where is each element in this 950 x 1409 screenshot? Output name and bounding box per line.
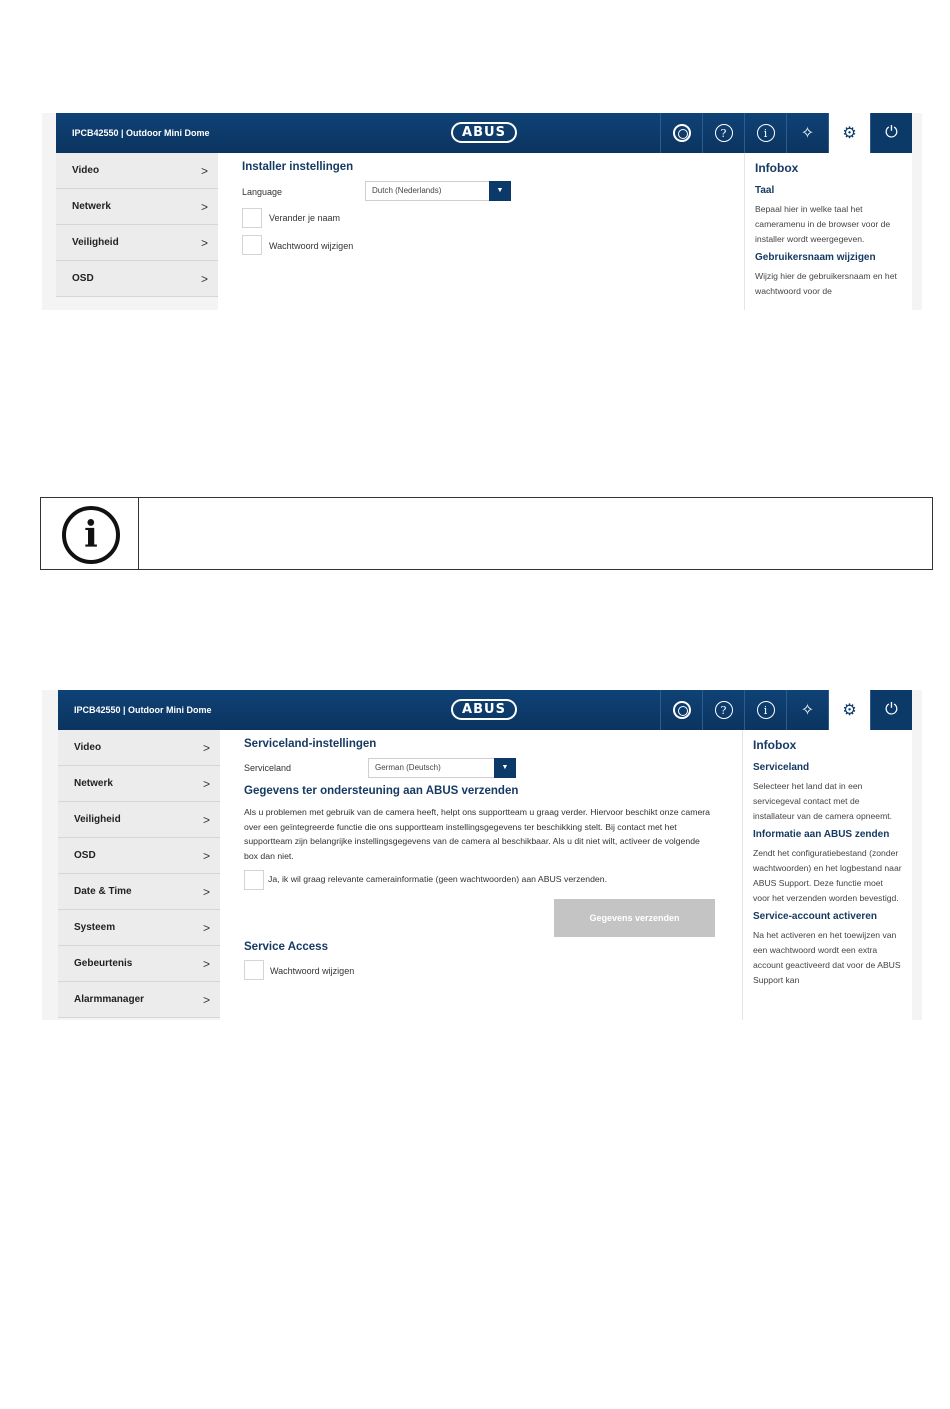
power-icon[interactable]: ⏻ (870, 690, 912, 730)
change-password-label: Wachtwoord wijzigen (269, 241, 354, 251)
main-content (218, 153, 744, 310)
wizard-icon[interactable]: ✧ (786, 113, 828, 153)
abus-logo: ABUS (451, 699, 517, 720)
chevron-right-icon: > (202, 993, 210, 1007)
infobox-heading: Serviceland (753, 762, 810, 773)
camera-model-title: IPCB42550 | Outdoor Mini Dome (72, 128, 210, 138)
sidebar-item-label: Video (74, 742, 102, 753)
language-label: Language (242, 187, 283, 197)
sidebar-item-veiligheid[interactable] (56, 225, 218, 261)
send-data-button[interactable]: Gegevens verzenden (554, 899, 715, 937)
sidebar-item-label: Date & Time (74, 886, 132, 897)
sidebar-item-video[interactable] (56, 153, 218, 189)
infobox-title: Infobox (755, 161, 799, 175)
sidebar-item-label: OSD (72, 273, 94, 284)
main-content (220, 730, 742, 1020)
abus-logo: ABUS (451, 122, 517, 143)
sidebar-item-systeem[interactable] (58, 910, 220, 946)
page-title: Installer instellingen (242, 161, 354, 173)
infobox-heading: Taal (755, 185, 775, 196)
settings-icon[interactable]: ⚙ (828, 690, 870, 730)
serviceland-select-value: German (Deutsch) (375, 763, 441, 772)
sidebar (56, 153, 218, 297)
infobox-text: Selecteer het land dat in een servicegeval contact met de installateur van de camera opneemt. (753, 781, 893, 821)
chevron-right-icon: > (202, 885, 210, 899)
live-view-icon[interactable] (660, 113, 702, 153)
top-bar (58, 690, 912, 730)
language-select-value: Dutch (Nederlands) (372, 186, 442, 195)
chevron-down-icon[interactable]: ▼ (489, 181, 511, 201)
service-access-title: Service Access (244, 941, 328, 953)
support-description: Als u problemen met gebruik van de camera heeft, helpt ons supportteam u graag verder. Hiervoor beschikt onze camera over een geïntegreerde functie die ons supportteam instellingsgegevens ter beschikking stelt. Bij contact met het supportteam zijn belangrijke instellingsgegevens van de camera al beschikbaar. Als u dit niet wilt, activeer de volgende box dan niet. (244, 807, 710, 862)
sidebar-item-osd[interactable] (58, 838, 220, 874)
sidebar-item-label: Alarmmanager (74, 994, 145, 1005)
info-icon[interactable]: i (744, 113, 786, 153)
info-icon[interactable]: i (744, 690, 786, 730)
sidebar-item-label: Systeem (74, 922, 116, 933)
serviceland-select[interactable] (368, 758, 516, 778)
change-password-label: Wachtwoord wijzigen (270, 966, 355, 976)
page-title: Serviceland-instellingen (244, 738, 377, 750)
sidebar-item-veiligheid[interactable] (58, 802, 220, 838)
serviceland-label: Serviceland (244, 763, 292, 773)
consent-label: Ja, ik wil graag relevante camerainformatie (geen wachtwoorden) aan ABUS verzenden. (268, 874, 607, 884)
settings-icon[interactable]: ⚙ (828, 113, 870, 153)
wizard-icon[interactable]: ✧ (786, 690, 828, 730)
chevron-down-icon[interactable]: ▼ (494, 758, 516, 778)
sidebar-item-label: Video (72, 165, 100, 176)
sidebar-item-date-time[interactable] (58, 874, 220, 910)
toolbar-icons (660, 113, 912, 153)
infobox-heading: Informatie aan ABUS zenden (753, 829, 890, 840)
sidebar-item-gebeurtenis[interactable] (58, 946, 220, 982)
change-password-checkbox[interactable] (242, 235, 262, 255)
infobox-text: Na het activeren en het toewijzen van een wachtwoord wordt een extra account geactiveerd dat voor de ABUS Support kan (753, 930, 901, 985)
infobox-text: Bepaal hier in welke taal het cameramenu in de browser voor de installer wordt weergegeven. (755, 204, 891, 244)
sidebar-item-label: OSD (74, 850, 96, 861)
help-icon[interactable]: ? (702, 113, 744, 153)
sidebar-item-video[interactable] (58, 730, 220, 766)
notice-box (40, 497, 933, 570)
infobox (742, 730, 912, 1020)
sidebar-item-alarmmanager[interactable] (58, 982, 220, 1018)
camera-model-title: IPCB42550 | Outdoor Mini Dome (74, 705, 212, 715)
sidebar-item-label: Netwerk (74, 778, 113, 789)
info-icon: i (62, 506, 120, 564)
help-icon[interactable]: ? (702, 690, 744, 730)
sidebar-item-label: Veiligheid (72, 237, 119, 248)
change-name-checkbox[interactable] (242, 208, 262, 228)
infobox-title: Infobox (753, 738, 797, 752)
consent-checkbox[interactable] (244, 870, 264, 890)
installer-settings-screenshot (42, 113, 922, 310)
top-bar (56, 113, 912, 153)
chevron-right-icon: > (202, 741, 210, 755)
chevron-right-icon: > (200, 200, 208, 214)
sidebar-item-netwerk[interactable] (58, 766, 220, 802)
infobox-text: Wijzig hier de gebruikersnaam en het wachtwoord voor de (755, 271, 897, 296)
infobox-heading: Gebruikersnaam wijzigen (755, 252, 876, 263)
infobox (744, 153, 912, 310)
support-section-title: Gegevens ter ondersteuning aan ABUS verzenden (244, 785, 519, 797)
sidebar-item-netwerk[interactable] (56, 189, 218, 225)
power-icon[interactable]: ⏻ (870, 113, 912, 153)
sidebar (58, 730, 220, 1018)
serviceland-settings-screenshot (42, 690, 922, 1020)
sidebar-item-label: Veiligheid (74, 814, 121, 825)
chevron-right-icon: > (202, 921, 210, 935)
chevron-right-icon: > (202, 777, 210, 791)
sidebar-item-label: Netwerk (72, 201, 111, 212)
chevron-right-icon: > (202, 957, 210, 971)
notice-divider (138, 498, 139, 569)
chevron-right-icon: > (200, 236, 208, 250)
language-select[interactable] (365, 181, 511, 201)
chevron-right-icon: > (202, 849, 210, 863)
toolbar-icons (660, 690, 912, 730)
chevron-right-icon: > (202, 813, 210, 827)
sidebar-item-label: Gebeurtenis (74, 958, 133, 969)
change-name-label: Verander je naam (269, 213, 341, 223)
infobox-heading: Service-account activeren (753, 911, 877, 922)
sidebar-item-osd[interactable] (56, 261, 218, 297)
chevron-right-icon: > (200, 164, 208, 178)
change-password-checkbox[interactable] (244, 960, 264, 980)
infobox-text: Zendt het configuratiebestand (zonder wachtwoorden) en het logbestand naar ABUS Support. Deze functie moet voor het verzenden worden bevestigd. (753, 848, 902, 903)
chevron-right-icon: > (200, 272, 208, 286)
live-view-icon[interactable] (660, 690, 702, 730)
